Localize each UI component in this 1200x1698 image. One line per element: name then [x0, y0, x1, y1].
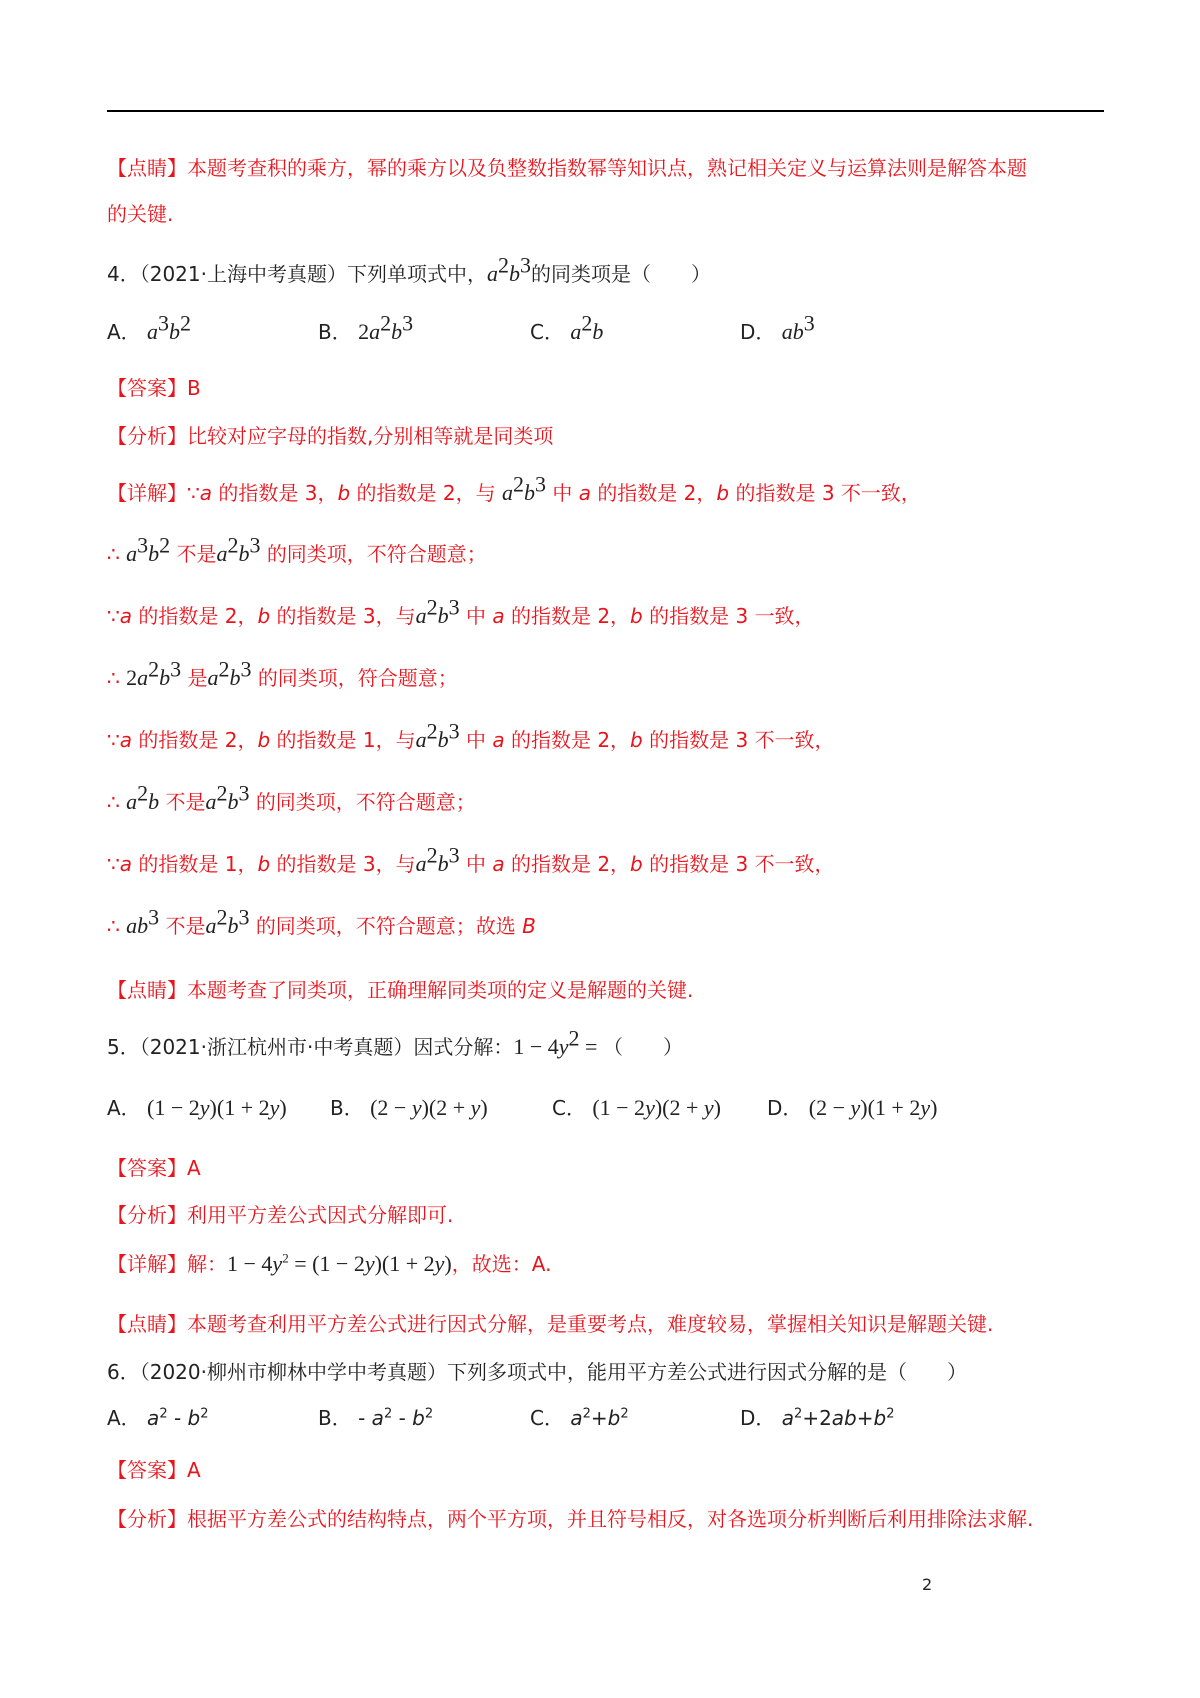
q4-analysis: 【分析】比较对应字母的指数,分别相等就是同类项: [107, 424, 554, 448]
q4-detail-line2: ∴ $a^3b^2$ 不是$a^2b^3$ 的同类项，不符合题意；: [107, 532, 487, 566]
q4-stem: 4．（2021·上海中考真题）下列单项式中，$a^2b^3$的同类项是（ ）: [107, 252, 711, 286]
q4-detail-line1: 【详解】∵a 的指数是 3，b 的指数是 2，与 $a^2b^3$ 中 a 的指数是 2，b 的指数是 3 不一致，: [107, 471, 921, 505]
q4-detail-line6: ∴ $a^2b$ 不是$a^2b^3$ 的同类项，不符合题意；: [107, 780, 476, 814]
q5-option-d: D． (2 − y)(1 + 2y): [767, 1095, 938, 1120]
q5-answer: 【答案】A: [107, 1156, 201, 1180]
q4-dianjing: 【点睛】本题考查了同类项，正确理解同类项的定义是解题的关键.: [107, 978, 694, 1002]
q5-detail: 【详解】解：$1 - 4y^2 = (1 - 2y)(1 + 2y)$，故选：A.: [107, 1250, 552, 1276]
q5-stem: 5．（2021·浙江杭州市·中考真题）因式分解：$1 - 4y^2$ = （ ）: [107, 1025, 683, 1059]
q4-option-d: D． $ab^3$: [740, 310, 815, 344]
q5-option-a: A． (1 − 2y)(1 + 2y): [107, 1095, 287, 1120]
q4-detail-line8: ∴ $ab^3$ 不是$a^2b^3$ 的同类项，不符合题意；故选 B: [107, 904, 536, 938]
header-rule: [107, 110, 1104, 112]
q6-option-c: C． $a^2+b^2$: [530, 1406, 629, 1430]
q4-detail-line7: ∵a 的指数是 1，b 的指数是 3，与$a^2b^3$ 中 a 的指数是 2，b 的指数是 3 不一致，: [107, 842, 835, 876]
q5-option-c: C． (1 − 2y)(2 + y): [552, 1095, 721, 1120]
q4-option-a: A． $a^3b^2$: [107, 310, 192, 344]
q6-stem: 6．（2020·柳州市柳林中学中考真题）下列多项式中，能用平方差公式进行因式分解的是（ ）: [107, 1360, 967, 1384]
page-number: 2: [922, 1575, 933, 1594]
q4-answer: 【答案】B: [107, 376, 201, 400]
q5-analysis: 【分析】利用平方差公式因式分解即可.: [107, 1203, 454, 1227]
q6-option-d: D． $a^2+2ab+b^2$: [740, 1406, 895, 1430]
q4-option-c: C． $a^2b$: [530, 310, 604, 344]
q6-answer: 【答案】A: [107, 1458, 201, 1482]
q4-option-b: B． $2a^2b^3$: [318, 310, 414, 344]
q4-detail-line3: ∵a 的指数是 2，b 的指数是 3，与$a^2b^3$ 中 a 的指数是 2，b 的指数是 3 一致，: [107, 594, 815, 628]
q4-detail-line5: ∵a 的指数是 2，b 的指数是 1，与$a^2b^3$ 中 a 的指数是 2，b 的指数是 3 不一致，: [107, 718, 835, 752]
q5-dianjing: 【点睛】本题考查利用平方差公式进行因式分解，是重要考点，难度较易，掌握相关知识是解题关键.: [107, 1312, 994, 1336]
q5-option-b: B． (2 − y)(2 + y): [330, 1095, 488, 1120]
q6-option-b: B． - $a^2 - b^2$: [318, 1406, 434, 1430]
q4-detail-line4: ∴ $2a^2b^3$ 是$a^2b^3$ 的同类项，符合题意；: [107, 656, 458, 690]
q3-dianjing-line1: 【点睛】本题考查积的乘方，幂的乘方以及负整数指数幂等知识点，熟记相关定义与运算法则是解答本题: [107, 156, 1027, 180]
q6-option-a: A． $a^2 - b^2$: [107, 1406, 209, 1430]
q3-dianjing-line2: 的关键.: [107, 202, 174, 226]
q6-analysis: 【分析】根据平方差公式的结构特点，两个平方项，并且符号相反，对各选项分析判断后利用排除法求解.: [107, 1507, 1034, 1531]
